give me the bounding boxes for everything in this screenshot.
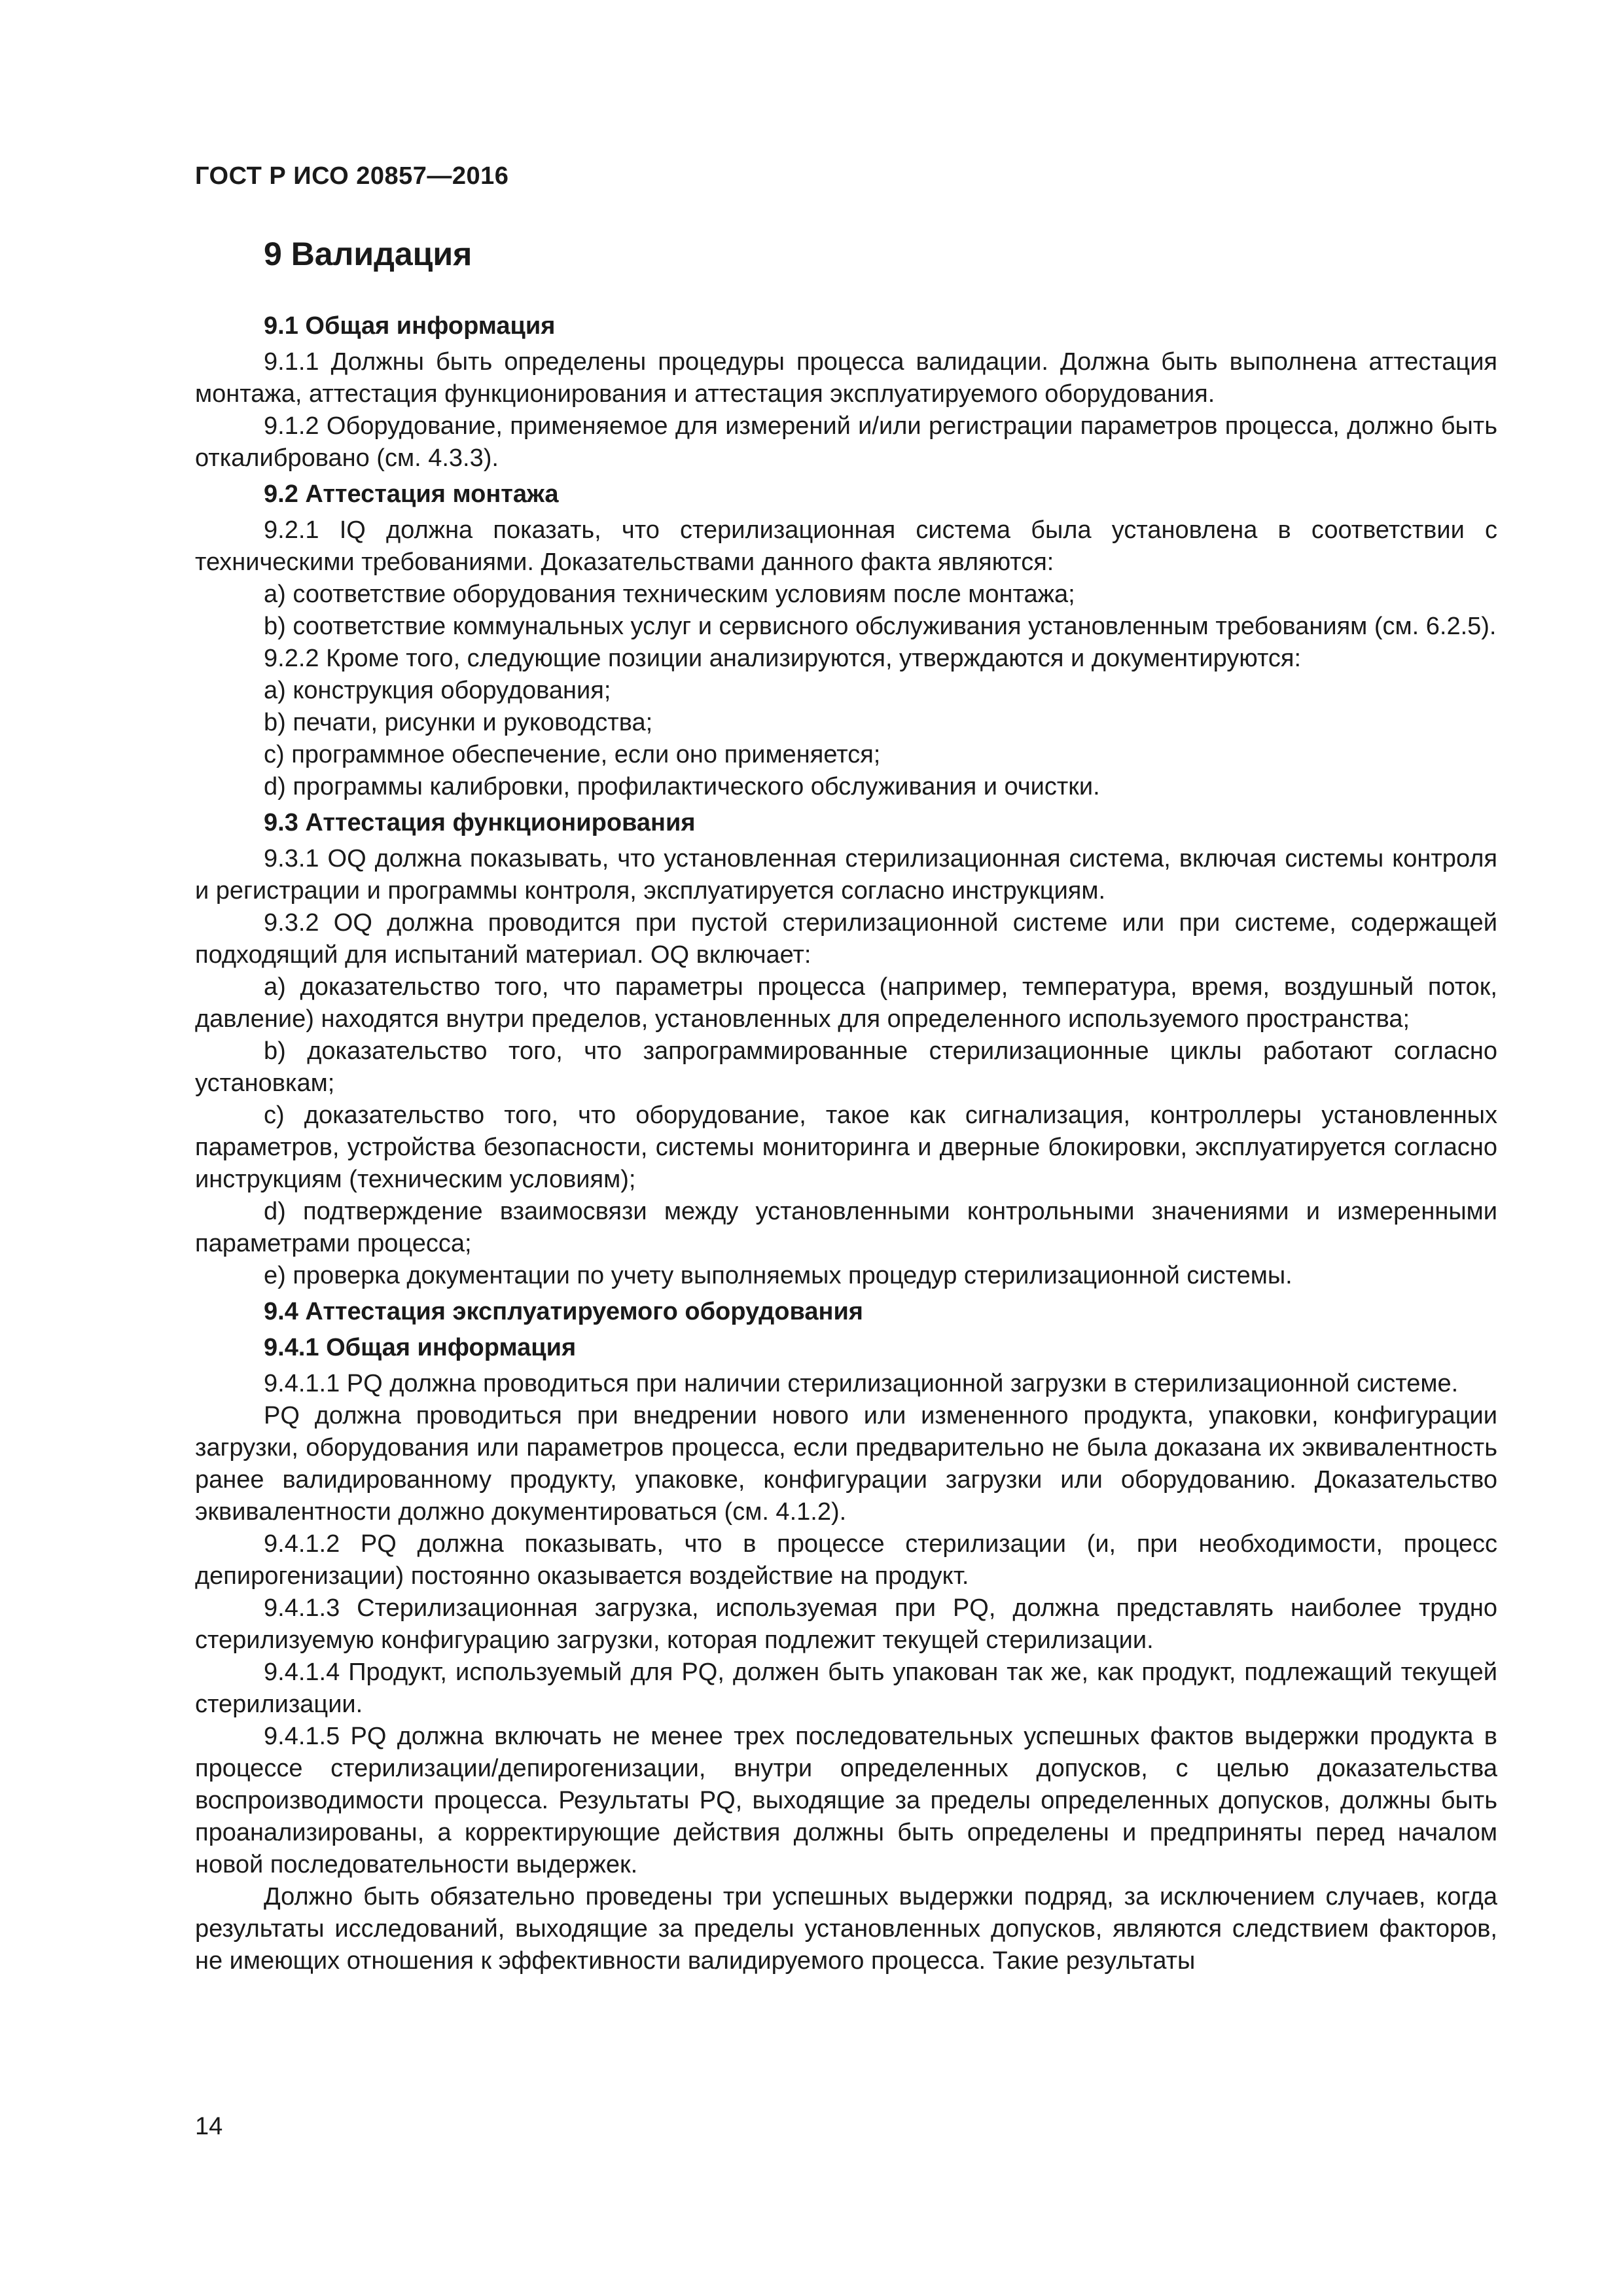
subsection-title-9-3: 9.3 Аттестация функционирования <box>264 809 696 836</box>
document-header: ГОСТ Р ИСО 20857—2016 <box>195 162 509 190</box>
paragraph: 9.2.1 IQ должна показать, что стерилизационная система была установлена в соответствии с техническими требованиями. Доказательствами данного факта являются: <box>195 516 1497 576</box>
paragraph: Должно быть обязательно проведены три успешных выдержки подряд, за исключением случаев, когда результаты исследований, выходящие за пределы установленных допусков, являются следствием факторов, не имеющих отношения к эффективности валидируемого процесса. Такие результаты <box>195 1883 1497 1975</box>
page-number: 14 <box>195 2113 223 2140</box>
list-item: b) печати, рисунки и руководства; <box>264 709 653 736</box>
paragraph: PQ должна проводиться при внедрении нового или измененного продукта, упаковки, конфигурации загрузки, оборудования или параметров процесса, если предварительно не была доказана их эквивалентность ранее валидированному продукту, упаковке, конфигурации загрузки или оборудованию. Доказательство эквивалентности должно документироваться (см. 4.1.2). <box>195 1402 1497 1526</box>
paragraph: 9.1.1 Должны быть определены процедуры процесса валидации. Должна быть выполнена аттестация монтажа, аттестация функционирования и аттестация эксплуатируемого оборудования. <box>195 348 1497 408</box>
list-item: с) доказательство того, что оборудование, такое как сигнализация, контроллеры установленных параметров, устройства безопасности, системы мониторинга и дверные блокировки, эксплуатируется согласно инструкциям (техническим условиям); <box>195 1102 1497 1193</box>
list-item: b) доказательство того, что запрограммированные стерилизационные циклы работают согласно установкам; <box>195 1037 1497 1097</box>
subsection-title-9-1: 9.1 Общая информация <box>264 312 556 340</box>
paragraph: 9.1.2 Оборудование, применяемое для измерений и/или регистрации параметров процесса, должно быть откалибровано (см. 4.3.3). <box>195 412 1497 472</box>
list-item: а) конструкция оборудования; <box>264 677 611 704</box>
subsection-title-9-2: 9.2 Аттестация монтажа <box>264 480 559 508</box>
list-item: d) программы калибровки, профилактического обслуживания и очистки. <box>264 773 1100 800</box>
subsection-title-9-4: 9.4 Аттестация эксплуатируемого оборудования <box>264 1298 863 1325</box>
paragraph: 9.4.1.1 PQ должна проводиться при наличии стерилизационной загрузки в стерилизационной системе. <box>264 1370 1459 1397</box>
paragraph: 9.4.1.3 Стерилизационная загрузка, используемая при PQ, должна представлять наиболее трудно стерилизуемую конфигурацию загрузки, которая подлежит текущей стерилизации. <box>195 1594 1497 1654</box>
paragraph: 9.4.1.5 PQ должна включать не менее трех последовательных успешных фактов выдержки продукта в процессе стерилизации/депирогенизации, внутри определенных допусков, с целью доказательства воспроизводимости процесса. Результаты PQ, выходящие за пределы определенных допусков, должны быть проанализированы, а корректирующие действия должны быть определены и предприняты перед началом новой последовательности выдержек. <box>195 1723 1497 1878</box>
paragraph: 9.2.2 Кроме того, следующие позиции анализируются, утверждаются и документируются: <box>264 645 1302 672</box>
subsection-title-9-4-1: 9.4.1 Общая информация <box>264 1334 577 1361</box>
list-item: а) соответствие оборудования техническим условиям после монтажа; <box>264 581 1075 608</box>
section-title: 9 Валидация <box>264 236 473 272</box>
paragraph: 9.4.1.2 PQ должна показывать, что в процессе стерилизации (и, при необходимости, процесс депирогенизации) постоянно оказывается воздействие на продукт. <box>195 1530 1497 1590</box>
list-item: а) доказательство того, что параметры процесса (например, температура, время, воздушный поток, давление) находятся внутри пределов, установленных для определенного используемого пространства; <box>195 973 1497 1033</box>
list-item: d) подтверждение взаимосвязи между установленными контрольными значениями и измеренными параметрами процесса; <box>195 1198 1497 1257</box>
list-item: с) программное обеспечение, если оно применяется; <box>264 741 881 768</box>
paragraph: 9.3.2 OQ должна проводится при пустой стерилизационной системе или при системе, содержащей подходящий для испытаний материал. OQ включает: <box>195 909 1497 969</box>
list-item: b) соответствие коммунальных услуг и сервисного обслуживания установленным требованиям (см. 6.2.5). <box>264 613 1497 640</box>
paragraph: 9.3.1 OQ должна показывать, что установленная стерилизационная система, включая системы контроля и регистрации и программы контроля, эксплуатируется согласно инструкциям. <box>195 845 1497 905</box>
paragraph: 9.4.1.4 Продукт, используемый для PQ, должен быть упакован так же, как продукт, подлежащий текущей стерилизации. <box>195 1659 1497 1718</box>
list-item: е) проверка документации по учету выполняемых процедур стерилизационной системы. <box>264 1262 1293 1289</box>
document-body <box>195 223 1497 1977</box>
